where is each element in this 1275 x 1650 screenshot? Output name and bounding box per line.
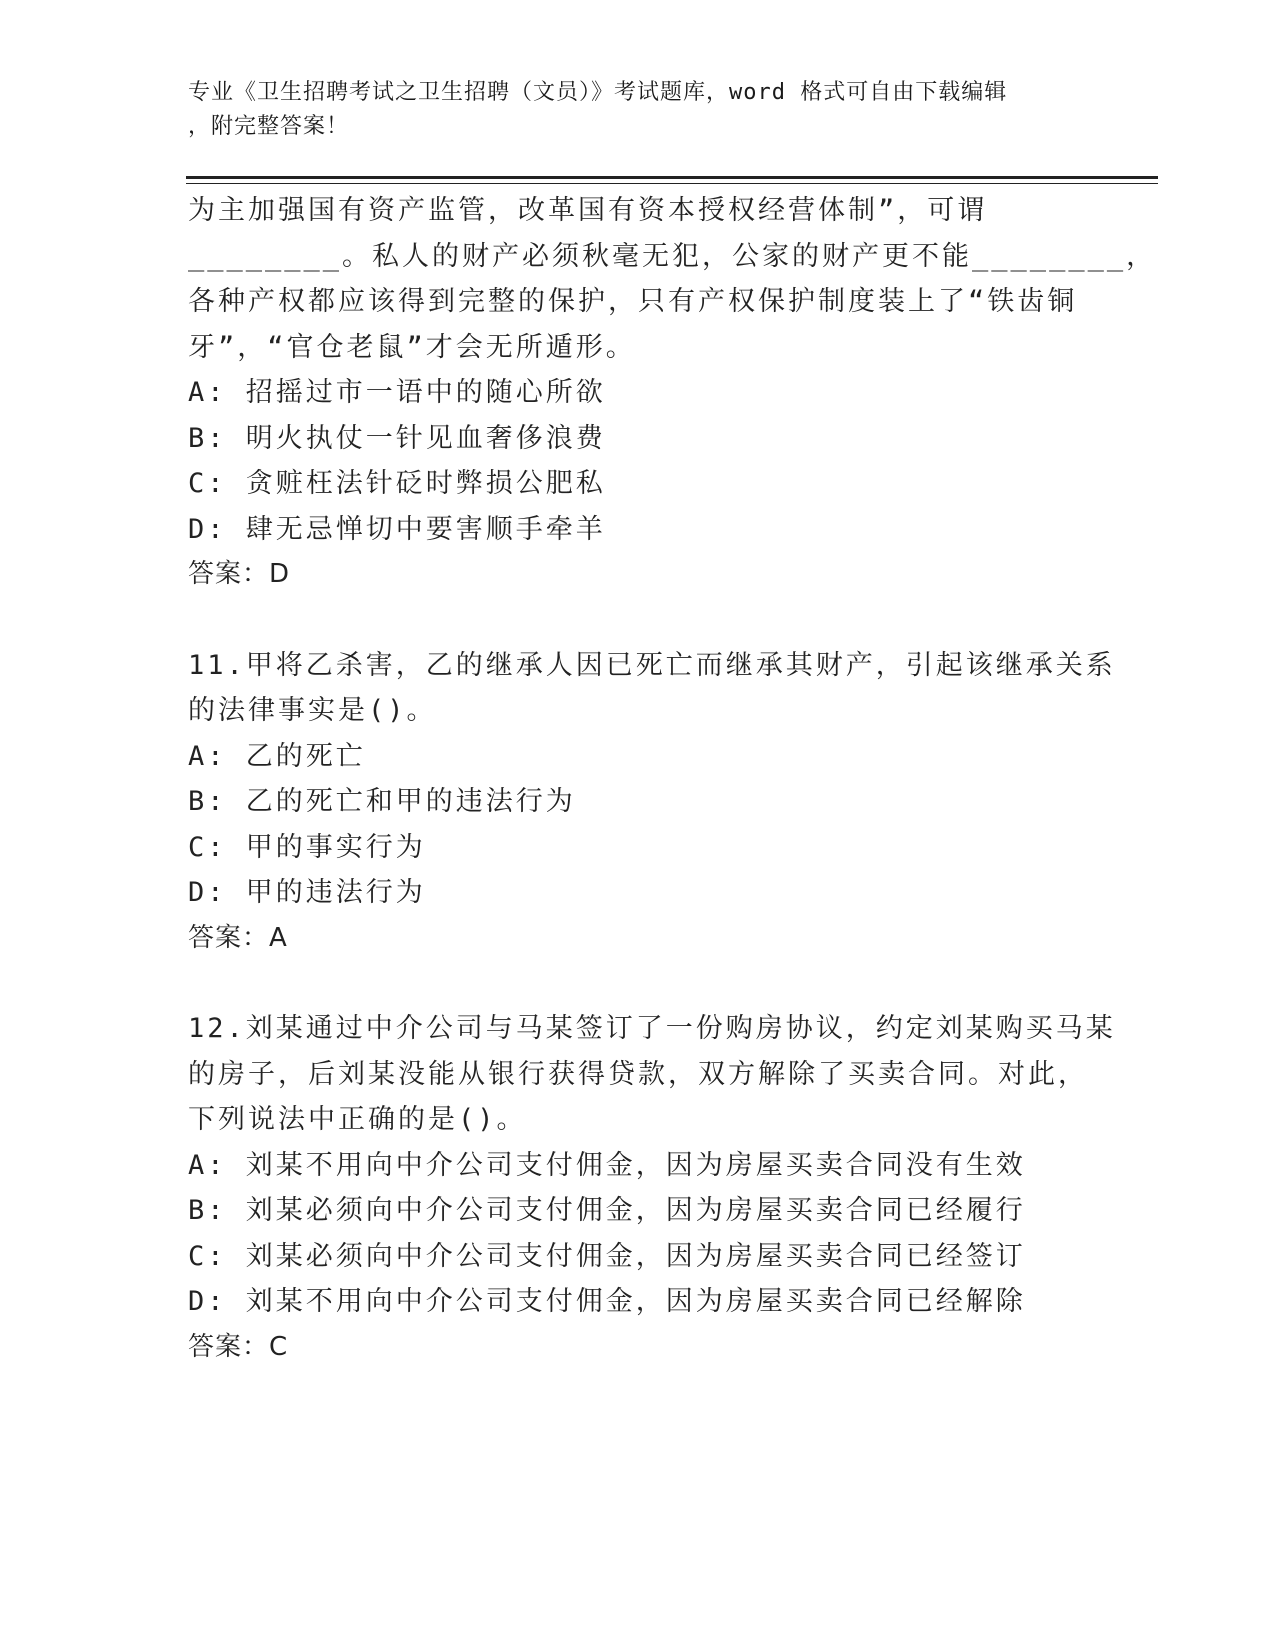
question-stem-line: 的法律事实是()。 bbox=[188, 695, 437, 726]
option-c: C: 贪赃枉法针砭时弊损公肥私 bbox=[188, 468, 606, 499]
answer-label: 答案：A bbox=[188, 922, 288, 953]
question-stem-line: 的房子，后刘某没能从银行获得贷款，双方解除了买卖合同。对此， bbox=[188, 1058, 1088, 1090]
option-b: B: 明火执仗一针见血奢侈浪费 bbox=[188, 422, 606, 454]
question-spacer bbox=[188, 961, 1088, 1006]
option-b: B: 乙的死亡和甲的违法行为 bbox=[188, 786, 576, 817]
option-a: A: 刘某不用向中介公司支付佣金，因为房屋买卖合同没有生效 bbox=[188, 1149, 1026, 1181]
question-stem-line: 下列说法中正确的是()。 bbox=[188, 1104, 527, 1135]
header-line-1: 专业《卫生招聘考试之卫生招聘（文员）》考试题库，word 格式可自由下载编辑 bbox=[188, 80, 1008, 105]
page-header bbox=[188, 76, 1088, 144]
question-spacer bbox=[188, 598, 1088, 643]
question-stem-line: 牙”，“官仓老鼠”才会无所遁形。 bbox=[188, 331, 636, 363]
question-stem-line: 11.甲将乙杀害，乙的继承人因已死亡而继承其财产，引起该继承关系 bbox=[188, 649, 1116, 681]
question-stem-line: ________。私人的财产必须秋毫无犯，公家的财产更不能________， bbox=[188, 240, 1157, 272]
question-content bbox=[188, 188, 1157, 1370]
option-d: D: 甲的违法行为 bbox=[188, 877, 426, 908]
option-a: A: 乙的死亡 bbox=[188, 740, 366, 772]
question-12-block bbox=[188, 1006, 1116, 1370]
option-c: C: 刘某必须向中介公司支付佣金，因为房屋买卖合同已经签订 bbox=[188, 1240, 1026, 1272]
answer-label: 答案：C bbox=[188, 1331, 289, 1362]
option-d: D: 刘某不用向中介公司支付佣金，因为房屋买卖合同已经解除 bbox=[188, 1286, 1026, 1317]
option-d: D: 肆无忌惮切中要害顺手牵羊 bbox=[188, 513, 606, 545]
header-line-2: ，附完整答案！ bbox=[188, 114, 350, 139]
question-11-block bbox=[188, 643, 1116, 962]
option-a: A: 招摇过市一语中的随心所欲 bbox=[188, 377, 606, 408]
header-divider-thick bbox=[186, 176, 1158, 179]
option-b: B: 刘某必须向中介公司支付佣金，因为房屋买卖合同已经履行 bbox=[188, 1195, 1026, 1226]
option-c: C: 甲的事实行为 bbox=[188, 831, 426, 863]
question-10-block bbox=[188, 188, 1157, 598]
header-divider-thin bbox=[186, 183, 1158, 184]
question-stem-line: 各种产权都应该得到完整的保护，只有产权保护制度装上了“铁齿铜 bbox=[188, 286, 1078, 317]
answer-label: 答案：D bbox=[188, 559, 291, 589]
question-stem-line: 12.刘某通过中介公司与马某签订了一份购房协议，约定刘某购买马某 bbox=[188, 1013, 1116, 1044]
question-stem-line: 为主加强国有资产监管，改革国有资本授权经营体制”，可谓 bbox=[188, 195, 988, 226]
